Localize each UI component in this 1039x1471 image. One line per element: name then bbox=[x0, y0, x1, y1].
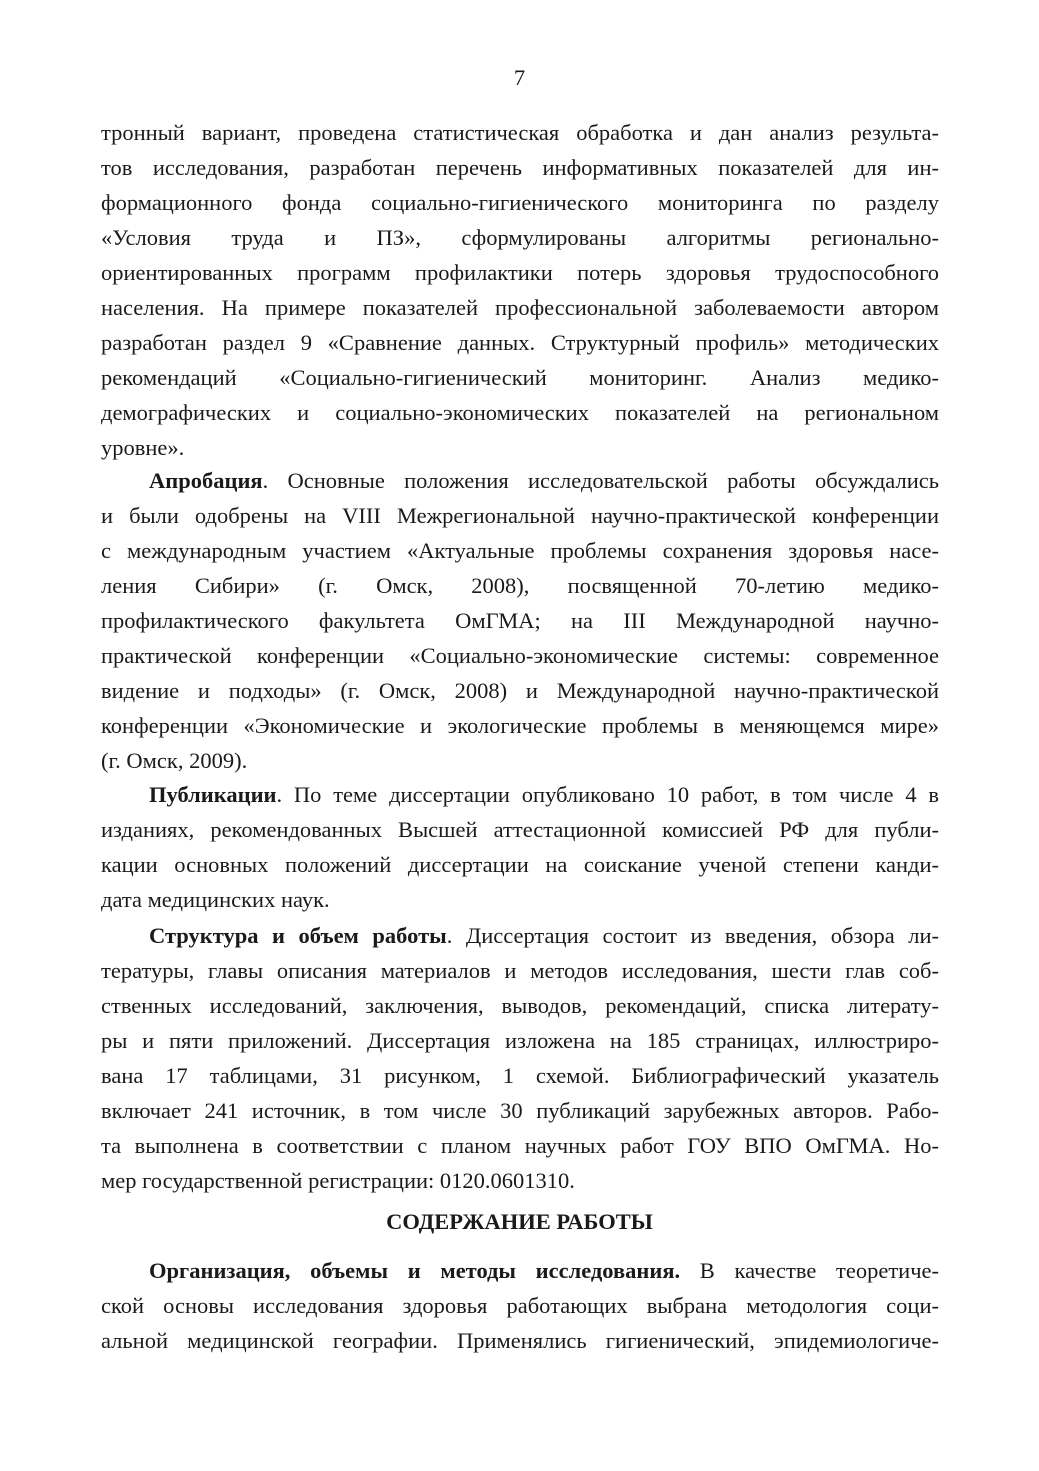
text-line: формационного фонда социально-гигиенического мониторинга по разделу bbox=[101, 190, 939, 215]
text-line: альной медицинской географии. Применялись гигиенический, эпидемиологиче- bbox=[101, 1328, 939, 1353]
paragraph-lead-line bbox=[149, 918, 939, 953]
text-line: тов исследования, разработан перечень информативных показателей для ин- bbox=[101, 155, 939, 180]
paragraph-text: . По теме диссертации опубликовано 10 работ, в том числе 4 в bbox=[276, 782, 939, 807]
text-line: та выполнена в соответствии с планом научных работ ГОУ ВПО ОмГМА. Но- bbox=[101, 1133, 939, 1158]
text-line: кации основных положений диссертации на соискание ученой степени канди- bbox=[101, 852, 939, 877]
text-line: практической конференции «Социально-экономические системы: современное bbox=[101, 643, 939, 668]
paragraph-run-in-heading: Структура и объем работы bbox=[149, 923, 447, 948]
paragraph-run-in-heading: Апробация bbox=[149, 468, 263, 493]
text-line: и были одобрены на VIII Межрегиональной научно-практической конференции bbox=[101, 503, 939, 528]
text-line: ственных исследований, заключения, выводов, рекомендаций, списка литерату- bbox=[101, 993, 939, 1018]
text-line: тронный вариант, проведена статистическая обработка и дан анализ результа- bbox=[101, 120, 939, 145]
page-number: 7 bbox=[513, 65, 526, 90]
text-line: тературы, главы описания материалов и методов исследования, шести глав соб- bbox=[101, 958, 939, 983]
text-line: (г. Омск, 2009). bbox=[101, 748, 248, 773]
text-line: включает 241 источник, в том числе 30 публикаций зарубежных авторов. Рабо- bbox=[101, 1098, 939, 1123]
paragraph-lead-line bbox=[149, 463, 939, 498]
text-line: изданиях, рекомендованных Высшей аттестационной комиссией РФ для публи- bbox=[101, 817, 939, 842]
text-line: демографических и социально-экономических показателей на региональном bbox=[101, 400, 939, 425]
text-line: разработан раздел 9 «Сравнение данных. Структурный профиль» методических bbox=[101, 330, 939, 355]
text-line: ской основы исследования здоровья работающих выбрана методология соци- bbox=[101, 1293, 939, 1318]
text-line: уровне». bbox=[101, 435, 185, 460]
text-line: «Условия труда и ПЗ», сформулированы алгоритмы регионально- bbox=[101, 225, 939, 250]
text-line: ления Сибири» (г. Омск, 2008), посвященной 70-летию медико- bbox=[101, 573, 939, 598]
text-line: дата медицинских наук. bbox=[101, 887, 330, 912]
text-line: населения. На примере показателей профессиональной заболеваемости автором bbox=[101, 295, 939, 320]
paragraph-text: . Диссертация состоит из введения, обзора ли- bbox=[446, 923, 939, 948]
text-line: с международным участием «Актуальные проблемы сохранения здоровья насе- bbox=[101, 538, 939, 563]
text-line: рекомендаций «Социально-гигиенический мониторинг. Анализ медико- bbox=[101, 365, 939, 390]
text-line: видение и подходы» (г. Омск, 2008) и Международной научно-практической bbox=[101, 678, 939, 703]
paragraph-lead-line bbox=[149, 1253, 939, 1288]
paragraph-run-in-heading: Организация, объемы и методы исследования. bbox=[149, 1258, 681, 1283]
paragraph-lead-line bbox=[149, 777, 939, 812]
section-heading: СОДЕРЖАНИЕ РАБОТЫ bbox=[386, 1209, 653, 1234]
paragraph-text: . Основные положения исследовательской работы обсуждались bbox=[262, 468, 939, 493]
text-line: конференции «Экономические и экологические проблемы в меняющемся мире» bbox=[101, 713, 939, 738]
paragraph-run-in-heading: Публикации bbox=[149, 782, 277, 807]
paragraph-text: В качестве теоретиче- bbox=[680, 1258, 939, 1283]
text-line: мер государственной регистрации: 0120.0601310. bbox=[101, 1168, 575, 1193]
text-line: профилактического факультета ОмГМА; на III Международной научно- bbox=[101, 608, 939, 633]
text-line: ры и пяти приложений. Диссертация изложена на 185 страницах, иллюстриро- bbox=[101, 1028, 939, 1053]
text-line: ориентированных программ профилактики потерь здоровья трудоспособного bbox=[101, 260, 939, 285]
text-line: вана 17 таблицами, 31 рисунком, 1 схемой. Библиографический указатель bbox=[101, 1063, 939, 1088]
